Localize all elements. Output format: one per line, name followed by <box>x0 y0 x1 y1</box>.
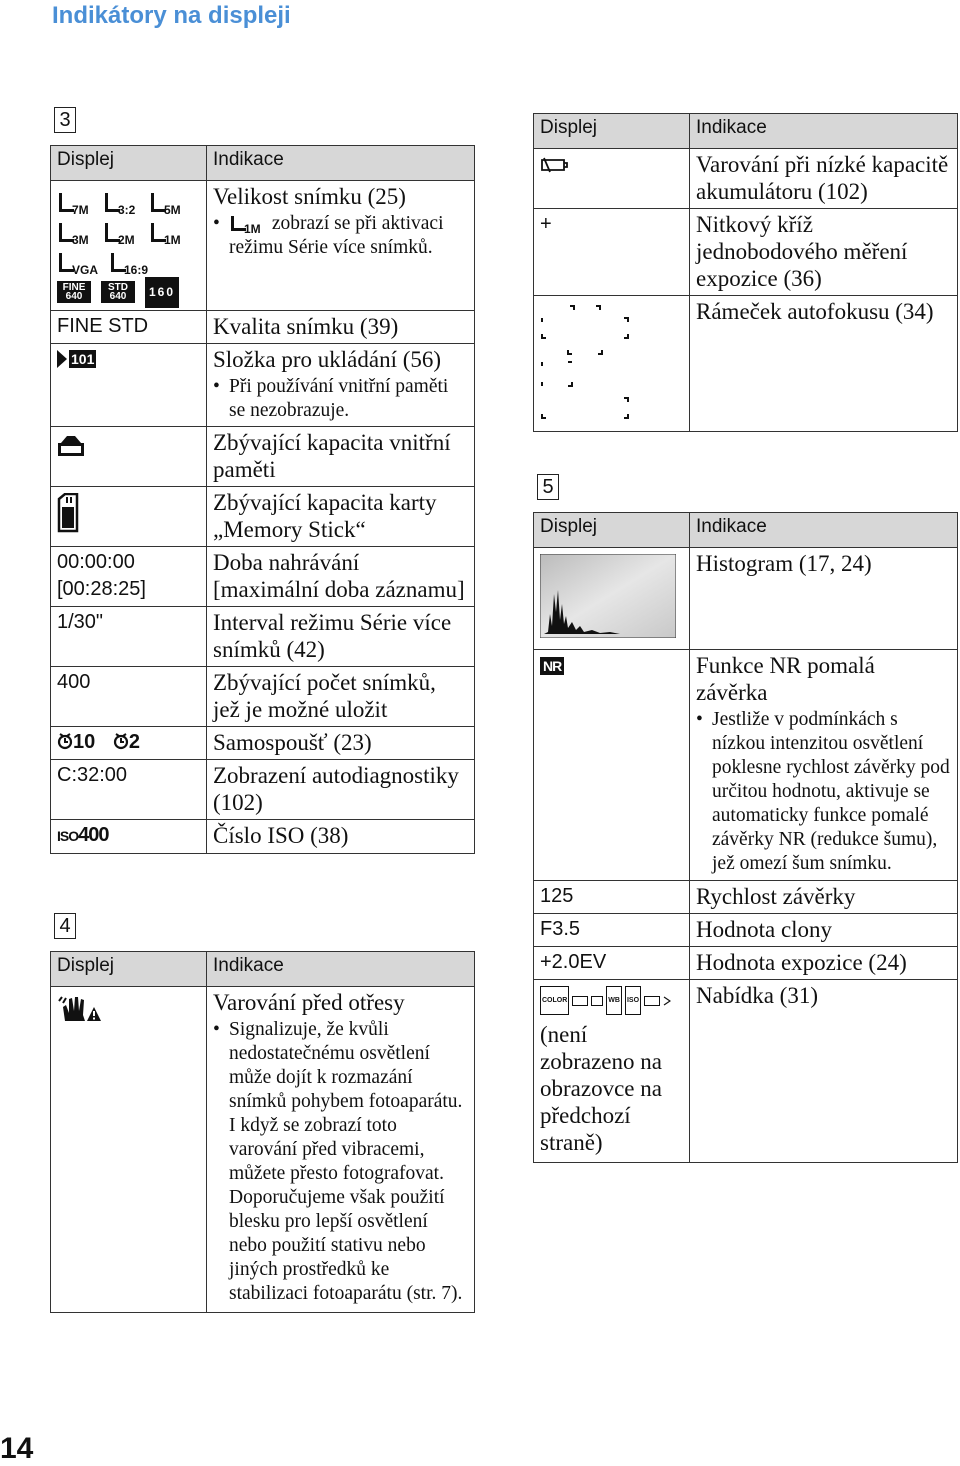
table-header-row <box>51 952 475 987</box>
160-badge-icon: 160 <box>145 277 179 308</box>
menu-cell <box>534 980 690 1163</box>
remaining-shots-display: 400 <box>51 667 207 727</box>
indication-text: Číslo ISO (38) <box>207 820 475 854</box>
image-size-1m-icon: 1M <box>229 214 267 232</box>
indication-text: Histogram (17, 24) <box>690 548 958 650</box>
table-row <box>534 881 958 914</box>
table-row <box>51 547 475 607</box>
image-size-icon: 3:2 <box>103 191 137 213</box>
section-number-4: 4 <box>54 913 76 939</box>
iso-cell <box>51 820 207 854</box>
image-size-icon: 16:9 <box>109 251 149 273</box>
shake-warning-cell <box>51 987 207 1313</box>
header-display: Displej <box>51 952 207 987</box>
indication-text: Hodnota expozice (24) <box>690 947 958 980</box>
max-recording-time: [00:28:25] <box>57 578 146 600</box>
af-frame-cell <box>534 296 690 432</box>
header-display: Displej <box>534 513 690 548</box>
self-diagnosis-display: C:32:00 <box>51 760 207 820</box>
exposure-value-display: +2.0EV <box>534 947 690 980</box>
table-row <box>51 667 475 727</box>
self-timer-cell <box>51 727 207 760</box>
table-row <box>534 650 958 881</box>
indication-cell <box>690 650 958 881</box>
indication-cell <box>207 344 475 427</box>
image-size-icons <box>51 181 207 311</box>
header-display: Displej <box>534 114 690 149</box>
indication-text: Varování před otřesy <box>213 990 405 1015</box>
table-row <box>534 548 958 650</box>
indication-text: Rámeček autofokusu (34) <box>690 296 958 432</box>
indication-cell <box>207 181 475 311</box>
indication-text: Doba nahrávání [maximální doba záznamu] <box>207 547 475 607</box>
indication-text: Velikost snímku (25) <box>213 184 406 209</box>
image-size-icon: 1M <box>149 221 183 243</box>
header-indication: Indikace <box>207 146 475 181</box>
indication-cell <box>207 987 475 1313</box>
shutter-speed-display: 125 <box>534 881 690 914</box>
recording-time: 00:00:00 <box>57 551 135 573</box>
indication-text: Složka pro ukládání (56) <box>213 347 442 372</box>
low-battery-icon <box>540 157 570 173</box>
table-row <box>51 311 475 344</box>
bullet-note: • Při používání vnitřní paměti se nezobrazuje. <box>213 376 449 421</box>
nr-icon: NR <box>540 657 564 675</box>
table-row <box>534 209 958 296</box>
burst-interval-display: 1/30" <box>51 607 207 667</box>
menu-note: (není zobrazeno na obrazovce na předchozí straně) <box>540 1022 662 1155</box>
image-size-icon: VGA <box>57 251 97 273</box>
indication-text: Nabídka (31) <box>690 980 958 1163</box>
indication-text: Nitkový kříž jednobodového měření expozice (36) <box>690 209 958 296</box>
recording-time-cell <box>51 547 207 607</box>
table-row <box>51 607 475 667</box>
right-top-table <box>533 113 958 432</box>
table-row <box>51 760 475 820</box>
page-title: Indikátory na displeji <box>52 2 291 29</box>
bullet-note: • Signalizuje, že kvůli nedostatečnému osvětlení může dojít k rozmazání snímků pohybem fotoaparátu. I když se zobrazí toto varování před vibracemi, můžete přesto fotografovat. Doporučujeme však použití blesku pro lepší osvětlení nebo použití stativu nebo jiných prostředků ke stabilizaci fotoaparátu (str. 7). <box>213 1019 463 1304</box>
histogram-icon <box>540 554 676 638</box>
table-row <box>51 727 475 760</box>
indication-text: Hodnota clony <box>690 914 958 947</box>
table-row <box>534 914 958 947</box>
indication-text: Samospoušť (23) <box>207 727 475 760</box>
table-header-row <box>534 114 958 149</box>
low-battery-cell <box>534 149 690 209</box>
internal-memory-cell <box>51 427 207 487</box>
folder-101-icon: 101 <box>57 350 96 368</box>
indication-text: Interval režimu Série více snímků (42) <box>207 607 475 667</box>
menu-bar-icon: COLOR WB ISO <box>540 986 683 1015</box>
indication-text: Zbývající počet snímků, jež je možné uložit <box>207 667 475 727</box>
header-indication: Indikace <box>690 513 958 548</box>
nr-cell <box>534 650 690 881</box>
table-row <box>51 820 475 854</box>
image-size-icon: 7M <box>57 191 91 213</box>
fine-640-badge-icon: FINE 640 <box>57 281 91 303</box>
table-row <box>51 181 475 311</box>
iso-icon: ISO400 <box>57 824 109 846</box>
std-640-badge-icon: STD 640 <box>101 281 135 303</box>
header-indication: Indikace <box>207 952 475 987</box>
section3-table <box>50 145 475 854</box>
table-row <box>534 149 958 209</box>
section-number-3: 3 <box>54 107 76 133</box>
bullet-note: • 1M zobrazí se při aktivaci režimu Série více snímků. <box>213 213 444 258</box>
spot-metering-crosshair-display: + <box>534 209 690 296</box>
indication-text: Funkce NR pomalá závěrka <box>696 653 875 705</box>
quality-display: FINE STD <box>51 311 207 344</box>
indication-text: Kvalita snímku (39) <box>207 311 475 344</box>
indication-text: Rychlost závěrky <box>690 881 958 914</box>
table-row <box>51 987 475 1313</box>
table-row <box>51 427 475 487</box>
indication-text: Zbývající kapacita vnitřní paměti <box>207 427 475 487</box>
shake-warning-icon <box>57 993 101 1023</box>
folder-cell <box>51 344 207 427</box>
page-number: 14 <box>0 1432 34 1465</box>
section-number-5: 5 <box>537 474 559 500</box>
memory-stick-cell <box>51 487 207 547</box>
memory-stick-icon <box>57 493 79 533</box>
section4-table <box>50 951 475 1313</box>
table-row <box>534 947 958 980</box>
table-row <box>51 344 475 427</box>
image-size-icon: 3M <box>57 221 91 243</box>
table-header-row <box>534 513 958 548</box>
self-timer-10-icon: 10 <box>57 731 101 753</box>
table-row <box>51 487 475 547</box>
table-row <box>534 980 958 1163</box>
af-frame-icon <box>540 300 636 420</box>
indication-text: Zobrazení autodiagnostiky (102) <box>207 760 475 820</box>
bullet-note: • Jestliže v podmínkách s nízkou intenzitou osvětlení poklesne rychlost závěrky pod určitou hodnotu, aktivuje se automaticky funkce pomalé závěrky NR (redukce šumu), jež omezí šum snímku. <box>696 709 950 874</box>
section5-table <box>533 512 958 1163</box>
aperture-display: F3.5 <box>534 914 690 947</box>
indication-text: Varování při nízké kapacitě akumulátoru (102) <box>690 149 958 209</box>
table-row <box>534 296 958 432</box>
table-header-row <box>51 146 475 181</box>
histogram-cell <box>534 548 690 650</box>
internal-memory-icon <box>57 435 85 457</box>
header-display: Displej <box>51 146 207 181</box>
image-size-icon: 2M <box>103 221 137 243</box>
image-size-icon: 5M <box>149 191 183 213</box>
self-timer-2-icon: 2 <box>113 731 140 753</box>
indication-text: Zbývající kapacita karty „Memory Stick“ <box>207 487 475 547</box>
header-indication: Indikace <box>690 114 958 149</box>
